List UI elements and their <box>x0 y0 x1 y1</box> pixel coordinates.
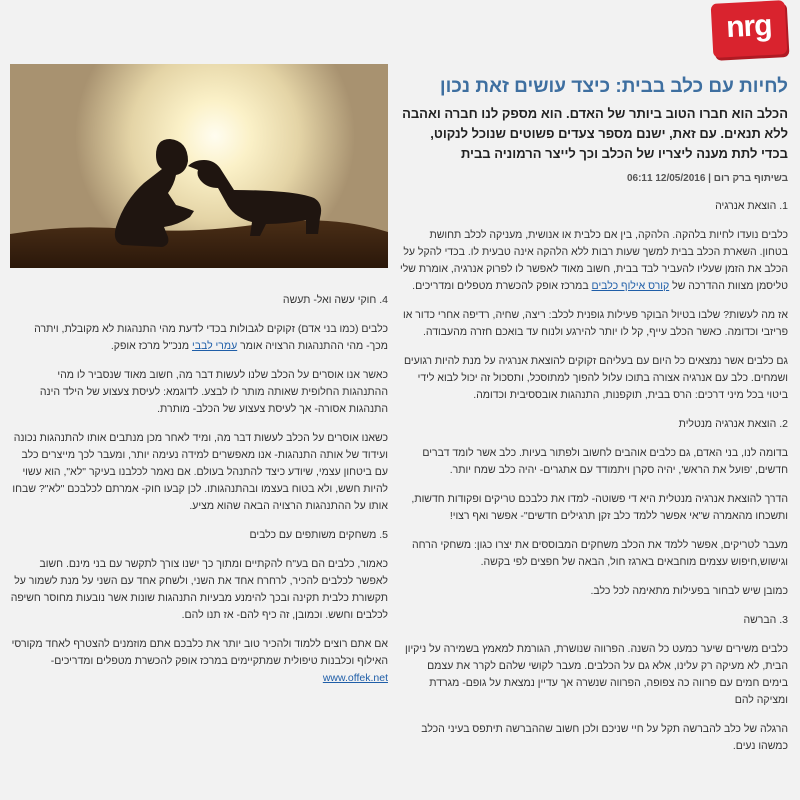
paragraph: כאמור, כלבים הם בע"ח להקתיים ומתוך כך ישנו צורך לתקשר עם בני מינם. חשוב לאפשר לכלבים להכיר, לרחרח אחד את השני, ולשחק אחד עם השני על מנת לשמור על תקשורת כלבית תקינה ובכך להימנע מבעיות התנהגות שונות אשר נובעות מחוסר חשיפה לכלבים וחשש. וכמובן, זה כיף להם- אז תנו להם. <box>10 558 388 621</box>
paragraph-text: אם אתם רוצים ללמוד ולהכיר טוב יותר את כלבכם אתם מוזמנים להצטרף לאחד מקורסי האילוף וכלבנות טיפולית שמתקיימים במרכז אופק להכשרת מטפלים ומדריכים- <box>11 638 388 667</box>
paragraph: הדרך להוצאת אנרגיה מנטלית היא די פשוטה- למדו את כלבכם טריקים ופקודות חדשות, ותשכחו מהאמרה ש"אי אפשר ללמד כלב זקן תרגילים חדשים"- אפשר ואף רצוי! <box>411 493 788 522</box>
paragraph-text: במרכז אופק להכשרת מטפלים ומדריכים. <box>412 280 589 292</box>
section-heading: 3. הברשה <box>743 614 788 626</box>
nrg-logo[interactable] <box>711 0 788 58</box>
paragraph: כאשר אנו אוסרים על הכלב שלנו לעשות דבר מה, חשוב מאוד שנסביר לו מהי ההתנהגות החלופית שאותה מותר לו לבצע. לדוגמא: לעיסת צעצוע של הילד הינה התנהגות אסורה- אך לעיסת צעצוע של הכלב- מותרת. <box>39 369 388 415</box>
paragraph-text: כלבים (כמו בני אדם) זקוקים לגבולות בכדי לדעת מהי התנהגות לא מקובלת, ויתרה מכך- מהי ההתנהגות הרצויה אומר <box>34 323 388 352</box>
article-image <box>10 64 388 268</box>
section-heading: 4. חוקי עשה ואל- תעשה <box>282 294 388 306</box>
paragraph: בדומה לנו, בני האדם, גם כלבים אוהבים לחשוב ולפתור בעיות. כלב אשר לומד דברים חדשים, 'פועל את הראש', יהיה סקרן ויתמודד עם אתגרים- יהיה כלב שמח יותר. <box>422 447 788 476</box>
offek-website-link[interactable]: www.offek.net <box>322 672 388 684</box>
paragraph: כלבים משירים שיער כמעט כל השנה. הפרווה שנושרת, הגורמת למאמץ בשמירה על ניקיון הבית, לא מעיקה רק עלינו, אלא גם על הכלבים. מעבר לקושי שלהם לקרר את עצמם בימים חמים עם פרווה כה צפופה, הפרווה שנשרה אך עדיין נמצאת על גופם- מגרדת ומציקה להם <box>404 643 788 706</box>
article-byline: בשיתוף ברק רום | 12/05/2016 06:11 <box>626 173 788 184</box>
logo-text: nrg <box>725 8 773 45</box>
article-body-left <box>10 292 388 699</box>
article-lead: הכלב הוא חברו הטוב ביותר של האדם. הוא מספק לנו חברה ואהבה ללא תנאים. עם זאת, ישנם מספר צעדים פשוטים שנוכל לנקוט, בכדי לתת מענה ליצריו של הכלב וכך לייצר הרמוניה בבית <box>402 106 788 161</box>
section-heading: 2. הוצאת אנרגיה מנטלית <box>678 418 788 430</box>
article-body-right <box>400 198 788 767</box>
paragraph: מעבר לטריקים, אפשר ללמד את הכלב משחקים המבוססים את יצרו כגון: משחקי הרחה וגישוש,חיפוש עצמים מוחבאים בארגז חול, הבאה של חפצים לפי בקשה. <box>412 539 788 568</box>
paragraph: הרגלה של כלב להברשה תקל על חיי שניכם ולכן חשוב שההברשה תיתפס בעיני הכלב כמשהו נעים. <box>421 723 788 752</box>
paragraph: כמובן שיש לבחור בפעילות מתאימה לכל כלב. <box>590 585 788 597</box>
paragraph: אז מה לעשות? שלבו בטיול הבוקר פעילות גופנית לכלב: ריצה, שחיה, רדיפה אחרי כדור או פריזבי וכדומה. כאשר הכלב עייף, קל לו יותר להירגע ולנוח עד בואכם חזרה מהעבודה. <box>403 309 788 338</box>
section-heading: 5. משחקים משותפים עם כלבים <box>249 529 388 541</box>
paragraph <box>400 227 788 295</box>
paragraph: גם כלבים אשר נמצאים כל היום עם בעליהם זקוקים להוצאת אנרגיה על מנת להיות רגועים ושמחים. כלב עם אנרגיה אצורה בתוכו עלול להפוך למתוסכל, ותסכול זה יכול לבוא לידי ביטוי בכל מיני דרכים: הרס בבית, תוקפנות, התנהגות אובססיבית וכדומה. <box>403 355 788 401</box>
paragraph: כשאנו אוסרים על הכלב לעשות דבר מה, ומיד לאחר מכן מנתבים אותו להתנהגות נכונה ועידוד של אותה התנהגות- אנו מאפשרים למידה נעימה יותר, ומעבר לכך מייצרים כלב עם ביטחון עצמי, שיודע כיצד להתנהל בעולם. אם נאמר לכלבנו בעיקר "לא", הוא עשוי להיות חשש, ולא בטוח בעצמו ובהתנהגותו. לכן קבעו חוק- אמרתם לכלבכם "לא"? שבחו אותו על ההתנהגות הרצויה הבאה שהוא מציע. <box>12 432 388 512</box>
sunset-silhouette-image <box>10 64 388 268</box>
paragraph-text: כלבים נועדו לחיות בלהקה. הלהקה, בין אם כלבית או אנושית, מעניקה לכלב תחושת בטחון. השארת הכלב בבית למשך שעות רבות ללא הלהקה אינה טבעית לו. בכדי להקל על הכלב את הזמן שעליו להעביר לבד בבית, חשוב מאוד לאפשר לו לפרוק אנרגיה, אומרת שלי טליסמן מצוות ההדרכה של <box>400 229 788 292</box>
author-link[interactable]: עמרי לבבי <box>191 340 238 352</box>
paragraph-text: מנכ"ל מרכז אופק. <box>110 340 190 352</box>
dog-training-course-link[interactable]: קורס אילוף כלבים <box>591 280 670 292</box>
paragraph <box>10 636 388 687</box>
article-title: לחיות עם כלב בבית: כיצד עושים זאת נכון <box>439 76 788 97</box>
section-heading: 1. הוצאת אנרגיה <box>715 200 788 212</box>
paragraph <box>10 321 388 355</box>
